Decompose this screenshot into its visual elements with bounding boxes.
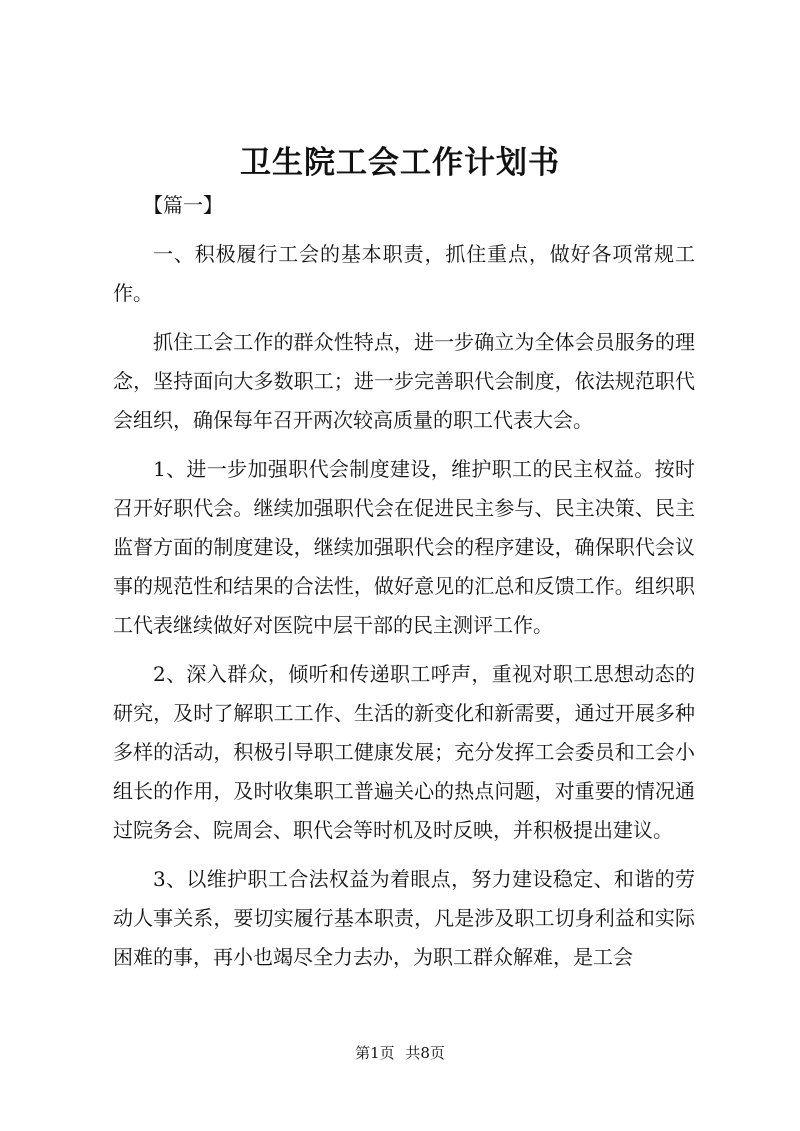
page-total: 共8页 [405, 1044, 445, 1062]
paragraph-1: 一、积极履行工会的基本职责，抓住重点，做好各项常规工作。 [113, 242, 695, 305]
document-title: 卫生院工会工作计划书 [240, 145, 560, 181]
page-footer [0, 1042, 800, 1064]
paragraph-3: 1、进一步加强职代会制度建设，维护职工的民主权益。按时召开好职代会。继续加强职代会在促进民主参与、民主决策、民主监督方面的制度建设，继续加强职代会的程序建设，确保职代会议事的规范性和结果的合法性，做好意见的汇总和反馈工作。组织职工代表继续做好对医院中层干部的民主测评工作。 [113, 457, 695, 637]
page-number: 第1页 [355, 1044, 395, 1062]
section-label: 【篇一】 [143, 193, 223, 217]
paragraph-2: 抓住工会工作的群众性特点，进一步确立为全体会员服务的理念，坚持面向大多数职工；进一步完善职代会制度，依法规范职代会组织，确保每年召开两次较高质量的职工代表大会。 [113, 330, 695, 432]
paragraph-5: 3、以维护职工合法权益为着眼点，努力建设稳定、和谐的劳动人事关系，要切实履行基本职责，凡是涉及职工切身利益和实际困难的事，再小也竭尽全力去办，为职工群众解难，是工会 [113, 867, 695, 969]
paragraph-4: 2、深入群众，倾听和传递职工呼声，重视对职工思想动态的研究，及时了解职工工作、生活的新变化和新需要，通过开展多种多样的活动，积极引导职工健康发展；充分发挥工会委员和工会小组长的作用，及时收集职工普遍关心的热点问题，对重要的情况通过院务会、院周会、职代会等时机及时反映，并积极提出建议。 [113, 662, 695, 842]
document-body [113, 186, 695, 987]
